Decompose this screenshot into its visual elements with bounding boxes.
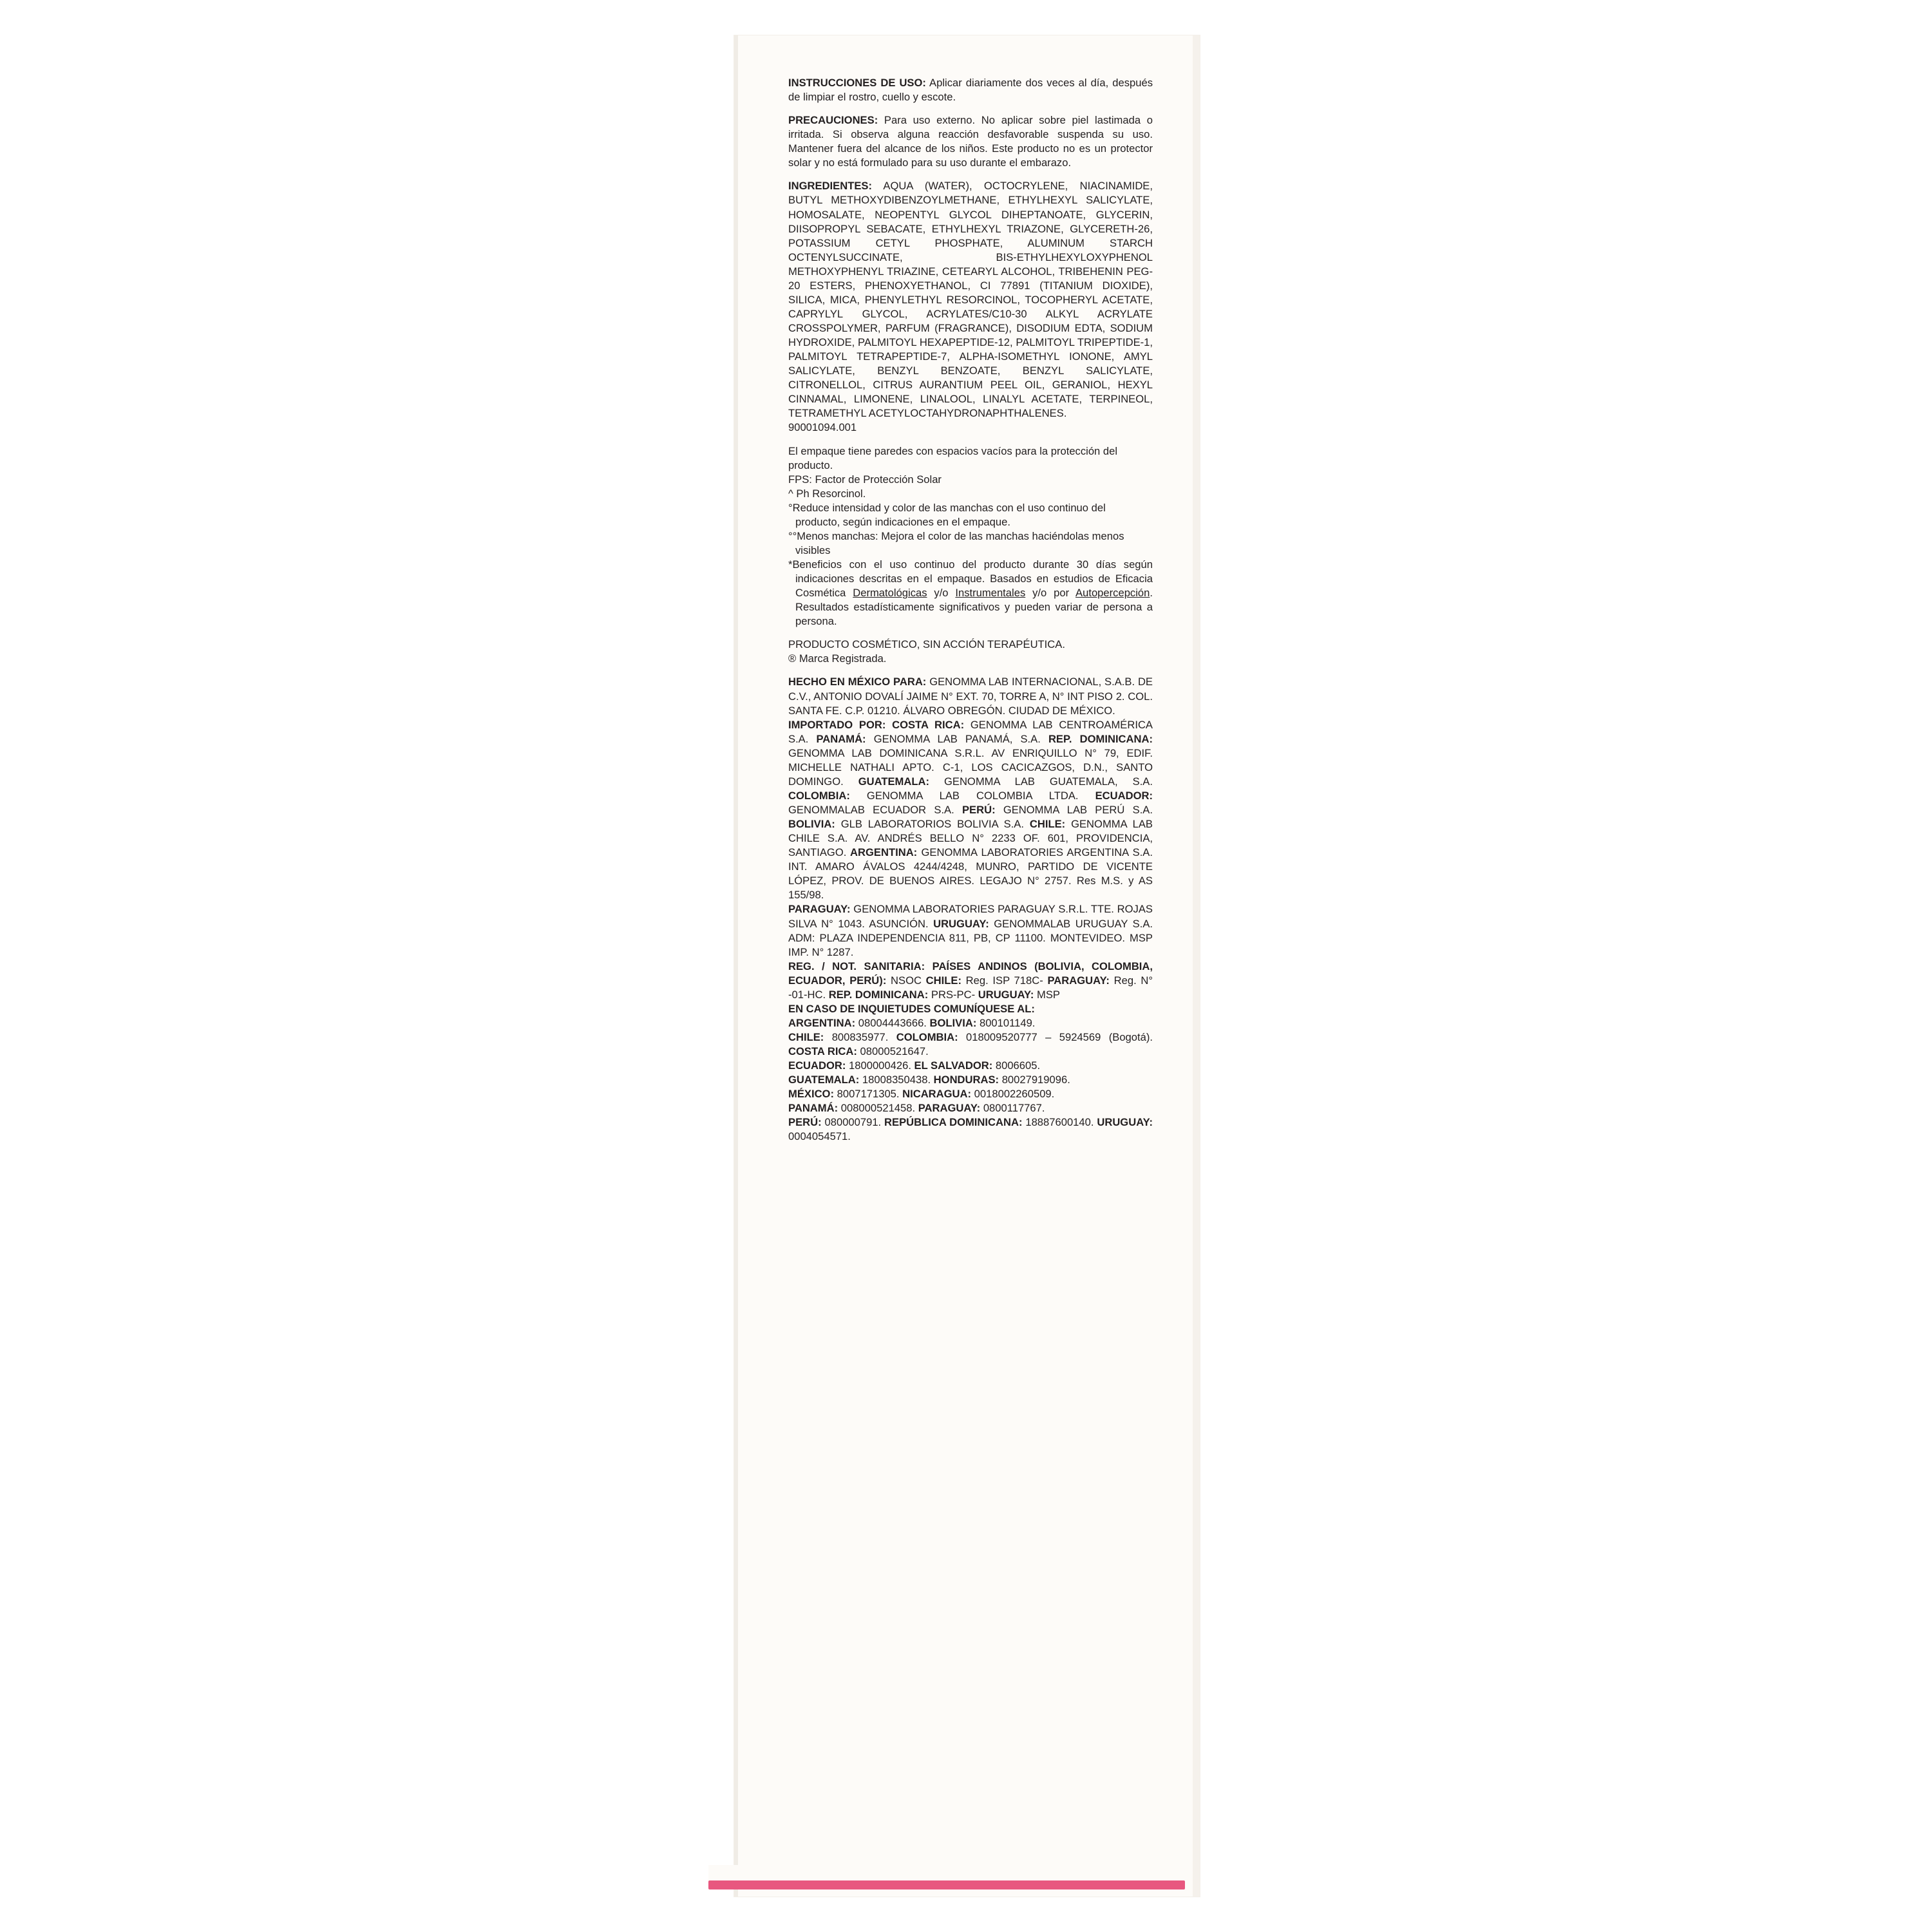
manufacturer-heading: HECHO EN MÉXICO PARA: <box>788 676 927 688</box>
contact-number-3: 018009520777 – 5924569 (Bogotá). <box>958 1031 1153 1043</box>
benefits-link-dermatologicas: Dermatológicas <box>853 587 927 600</box>
note-benefits <box>788 558 1153 629</box>
contact-number-15: 0004054571. <box>788 1130 851 1143</box>
contact-country-10: NICARAGUA: <box>899 1088 972 1101</box>
contact-number-8: 80027919096. <box>999 1074 1070 1086</box>
ingredients-code: 90001094.001 <box>788 421 857 434</box>
legal-cosmetic: PRODUCTO COSMÉTICO, SIN ACCIÓN TERAPÉUTICA. <box>788 638 1065 651</box>
legal-trademark: ® Marca Registrada. <box>788 652 887 665</box>
note-packaging: El empaque tiene paredes con espacios vacíos para la protección del producto. <box>788 444 1118 471</box>
precautions-body: Para uso externo. No aplicar sobre piel lastimada o irritada. Si observa alguna reacción desfavorable suspenda su uso. Mantener fuera del alcance de los niños. Este producto no es un protector solar y no está formulado para su uso durante el embarazo. <box>788 114 1153 169</box>
importer-country-11: URUGUAY: <box>928 917 989 930</box>
importer-body-4: GENOMMA LAB COLOMBIA LTDA. <box>849 789 1079 802</box>
benefits-link-instrumentales: Instrumentales <box>955 587 1026 600</box>
contact-country-4: COSTA RICA: <box>788 1045 857 1058</box>
contact-country-14: REPÚBLICA DOMINICANA: <box>881 1116 1023 1129</box>
benefits-end: . Resultados estadísticamente significativos y pueden variar de persona a persona. <box>795 587 1153 628</box>
section-precautions <box>788 113 1153 170</box>
contact-country-1: BOLIVIA: <box>926 1016 977 1029</box>
section-contact <box>788 1002 1153 1016</box>
importer-country-2: REP. DOMINICANA: <box>1040 732 1153 745</box>
contact-list <box>788 1016 1153 1144</box>
benefits-link-autopercepcion: Autopercepción <box>1075 587 1150 600</box>
contact-number-13: 080000791. <box>821 1116 882 1129</box>
importer-country-4: COLOMBIA: <box>788 789 850 802</box>
section-importers <box>788 718 1153 903</box>
importer-country-3: GUATEMALA: <box>843 775 929 788</box>
section-ingredients <box>788 179 1153 421</box>
importer-body-11: GENOMMALAB URUGUAY S.A. ADM: PLAZA INDEPENDENCIA 811, PB, CP 11100. MONTEVIDEO. MSP IMP. N° 1287. <box>788 917 1153 958</box>
importer-body-6: GENOMMA LAB PERÚ S.A. <box>995 804 1153 816</box>
registration-andean-value: NSOC <box>886 974 922 987</box>
importer-body-10: GENOMMA LABORATORIES PARAGUAY S.R.L. TTE. ROJAS SILVA N° 1043. ASUNCIÓN. <box>788 903 1153 930</box>
contact-country-6: EL SALVADOR: <box>911 1059 993 1072</box>
contact-number-0: 08004443666. <box>855 1016 927 1029</box>
section-instructions <box>788 76 1153 104</box>
carton-right-edge <box>1193 35 1200 1897</box>
registration-paraguay-label: PARAGUAY: <box>1043 974 1110 987</box>
section-registration <box>788 960 1153 1002</box>
contact-country-9: MÉXICO: <box>788 1088 834 1101</box>
contact-country-13: PERÚ: <box>788 1116 822 1129</box>
contact-heading: EN CASO DE INQUIETUDES COMUNÍQUESE AL: <box>788 1002 1035 1015</box>
instructions-body: Aplicar diariamente dos veces al día, después de limpiar el rostro, cuello y escote. <box>788 77 1153 104</box>
contact-number-14: 18887600140. <box>1022 1116 1094 1129</box>
section-importers-continued <box>788 902 1153 959</box>
ingredients-heading: INGREDIENTES: <box>788 180 872 193</box>
contact-number-9: 8007171305. <box>834 1088 900 1101</box>
contact-number-12: 0800117767. <box>980 1102 1045 1115</box>
contact-country-3: COLOMBIA: <box>888 1031 958 1043</box>
registration-uruguay-value: MSP <box>1034 988 1060 1001</box>
note-spots-less: °°Menos manchas: Mejora el color de las manchas haciéndolas menos visibles <box>788 529 1124 556</box>
carton-left-edge <box>734 35 738 1897</box>
contact-country-7: GUATEMALA: <box>788 1074 860 1086</box>
importer-country-0: COSTA RICA: <box>886 718 965 731</box>
contact-country-8: HONDURAS: <box>931 1074 999 1086</box>
registration-chile-value: Reg. ISP 718C- <box>961 974 1043 987</box>
importer-country-6: PERÚ: <box>954 804 996 816</box>
registration-heading: REG. / NOT. SANITARIA: <box>788 960 925 972</box>
section-manufacturer <box>788 675 1153 717</box>
contact-country-0: ARGENTINA: <box>788 1016 856 1029</box>
importer-country-7: BOLIVIA: <box>788 818 835 831</box>
importer-body-2: GENOMMA LAB DOMINICANA S.R.L. AV ENRIQUILLO N° 79, EDIF. MICHELLE NATHALI APTO. C-1, LOS CACICAZGOS, D.N., SANTO DOMINGO. <box>788 746 1153 788</box>
contact-country-2: CHILE: <box>788 1031 824 1043</box>
carton-bottom-accent-strip <box>708 1880 1185 1889</box>
importer-body-8: GENOMMA LAB CHILE S.A. AV. ANDRÉS BELLO N° 2233 OF. 601, PROVIDENCIA, SANTIAGO. <box>788 818 1153 859</box>
registration-dominicana-label: REP. DOMINICANA: <box>826 988 929 1001</box>
note-resorcinol: ^ Ph Resorcinol. <box>788 487 866 500</box>
registration-andean-label: PAÍSES ANDINOS (BOLIVIA, COLOMBIA, ECUADOR, PERÚ): <box>788 960 1153 987</box>
contact-number-11: 008000521458. <box>838 1102 916 1115</box>
importer-country-9: ARGENTINA: <box>846 846 918 859</box>
importer-body-7: GLB LABORATORIOS BOLIVIA S.A. <box>835 818 1024 831</box>
contact-number-1: 800101149. <box>976 1016 1036 1029</box>
contact-number-6: 8006605. <box>992 1059 1041 1072</box>
note-spots-reduce: °Reduce intensidad y color de las manchas con el uso continuo del producto, según indicaciones en el empaque. <box>788 501 1106 528</box>
importer-body-5: GENOMMALAB ECUADOR S.A. <box>788 804 954 816</box>
precautions-heading: PRECAUCIONES: <box>788 114 878 127</box>
label-text-content <box>788 76 1153 1144</box>
note-fps: FPS: Factor de Protección Solar <box>788 473 942 486</box>
registration-chile-label: CHILE: <box>922 974 961 987</box>
instructions-heading: INSTRUCCIONES DE USO: <box>788 77 926 89</box>
importer-body-1: GENOMMA LAB PANAMÁ, S.A. <box>866 732 1041 745</box>
importers-heading: IMPORTADO POR: <box>788 718 886 731</box>
importer-body-0: GENOMMA LAB CENTROAMÉRICA S.A. <box>788 718 1153 745</box>
benefits-mid2: y/o por <box>1025 587 1076 600</box>
importer-country-8: CHILE: <box>1023 818 1066 831</box>
importer-country-5: ECUADOR: <box>1078 789 1153 802</box>
benefits-mid1: y/o <box>927 587 956 600</box>
carton-bottom-white <box>708 1865 1185 1882</box>
importer-body-9: GENOMMA LABORATORIES ARGENTINA S.A. INT. AMARO ÁVALOS 4244/4248, MUNRO, PARTIDO DE VICENTE LÓPEZ, PROV. DE BUENOS AIRES. LEGAJO N° 2757. Res M.S. y AS 155/98. <box>788 846 1153 902</box>
contact-number-7: 18008350438. <box>859 1074 931 1086</box>
registration-uruguay-label: URUGUAY: <box>975 988 1034 1001</box>
contact-country-15: URUGUAY: <box>1094 1116 1153 1129</box>
ingredients-body: AQUA (WATER), OCTOCRYLENE, NIACINAMIDE, BUTYL METHOXYDIBENZOYLMETHANE, ETHYLHEXYL SALICYLATE, HOMOSALATE, NEOPENTYL GLYCOL DIHEPTANOATE, GLYCERIN, DIISOPROPYL SEBACATE, ETHYLHEXYL TRIAZONE, GLYCERETH-26, POTASSIUM CETYL PHOSPHATE, ALUMINUM STARCH OCTENYLSUCCINATE, BIS-ETHYLHEXYLOXYPHENOL METHOXYPHENYL TRIAZINE, CETEARYL ALCOHOL, TRIBEHENIN PEG-20 ESTERS, PHENOXYETHANOL, CI 77891 (TITANIUM DIOXIDE), SILICA, MICA, PHENYLETHYL RESORCINOL, TOCOPHERYL ACETATE, CAPRYLYL GLYCOL, ACRYLATES/C10-30 ALKYL ACRYLATE CROSSPOLYMER, PARFUM (FRAGRANCE), DISODIUM EDTA, SODIUM HYDROXIDE, PALMITOYL HEXAPEPTIDE-12, PALMITOYL TRIPEPTIDE-1, PALMITOYL TETRAPEPTIDE-7, ALPHA-ISOMETHYL IONONE, AMYL SALICYLATE, BENZYL BENZOATE, BENZYL SALICYLATE, CITRONELLOL, CITRUS AURANTIUM PEEL OIL, GERANIOL, HEXYL CINNAMAL, LIMONENE, LINALOOL, LINALYL ACETATE, TERPINEOL, TETRAMETHYL ACETYLOCTAHYDRONAPHTHALENES. <box>788 180 1153 420</box>
contact-number-5: 1800000426. <box>846 1059 911 1072</box>
contact-number-4: 08000521647. <box>857 1045 929 1058</box>
contact-country-5: ECUADOR: <box>788 1059 846 1072</box>
manufacturer-body: GENOMMA LAB INTERNACIONAL, S.A.B. DE C.V., ANTONIO DOVALÍ JAIME N° EXT. 70, TORRE A, N° INT PISO 2. COL. SANTA FE. C.P. 01210. ÁLVARO OBREGÓN. CIUDAD DE MÉXICO. <box>788 676 1153 717</box>
contact-country-12: PARAGUAY: <box>915 1102 981 1115</box>
registration-dominicana-value: PRS-PC- <box>928 988 976 1001</box>
contact-number-2: 800835977. <box>824 1031 889 1043</box>
registration-paraguay-value: Reg. N° -01-HC. <box>788 974 1153 1001</box>
benefits-line1: *Beneficios con el uso continuo del producto durante 30 días según indicaciones descritas en el empaque. Basados en estudios de Eficacia Cosmética <box>788 558 1153 600</box>
importer-body-3: GENOMMA LAB GUATEMALA, S.A. <box>929 775 1153 788</box>
importer-country-10: PARAGUAY: <box>788 903 851 916</box>
contact-country-11: PANAMÁ: <box>788 1102 838 1115</box>
importer-country-1: PANAMÁ: <box>808 732 866 745</box>
contact-number-10: 0018002260509. <box>971 1088 1055 1101</box>
